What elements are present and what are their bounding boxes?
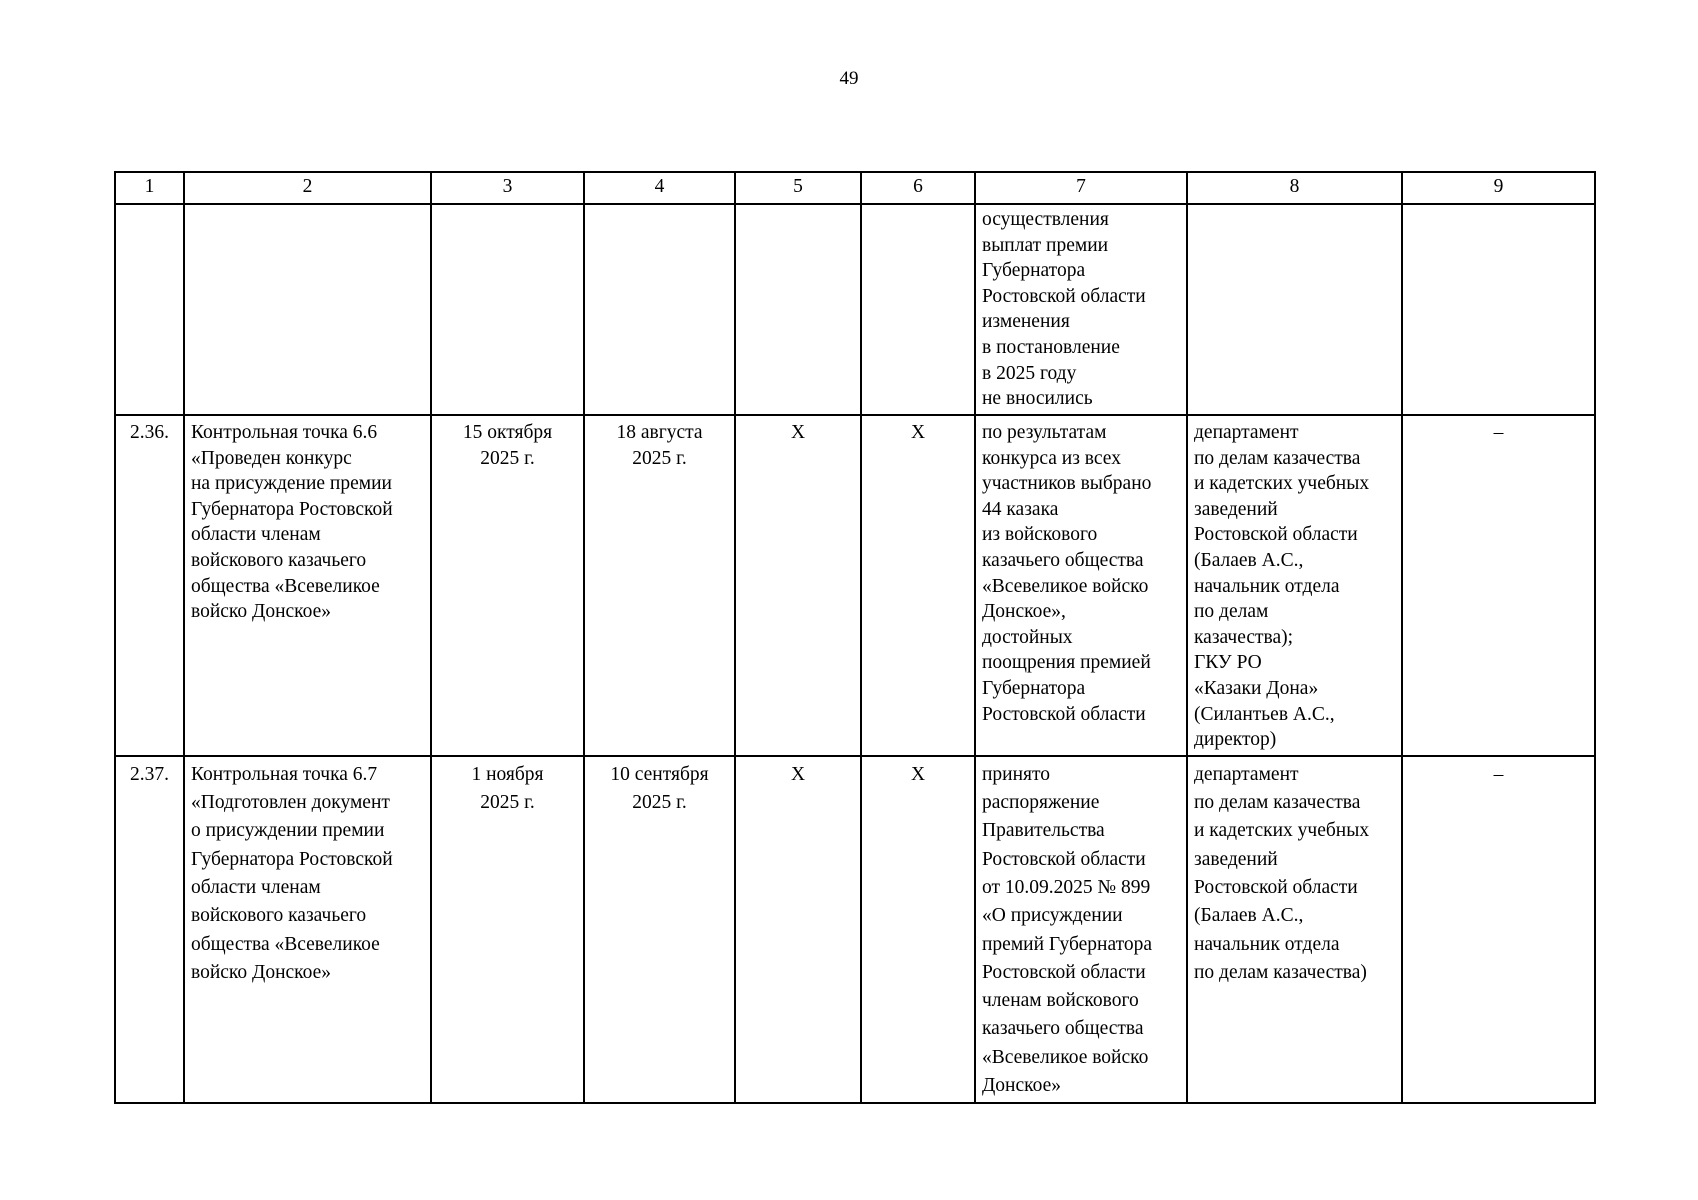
header-cell: 7 bbox=[975, 172, 1187, 204]
row-number: 2.37. bbox=[115, 756, 184, 1104]
row-date-plan: 15 октября 2025 г. bbox=[431, 415, 584, 756]
row-name bbox=[184, 204, 431, 415]
header-cell: 5 bbox=[735, 172, 861, 204]
row-col6 bbox=[861, 204, 975, 415]
table-row bbox=[115, 756, 1595, 1104]
header-cell: 9 bbox=[1402, 172, 1595, 204]
row-col6: X bbox=[861, 756, 975, 1104]
row-col9: – bbox=[1402, 415, 1595, 756]
row-number bbox=[115, 204, 184, 415]
header-cell: 2 bbox=[184, 172, 431, 204]
table-row bbox=[115, 204, 1595, 415]
row-result: осуществления выплат премии Губернатора Ростовской области изменения в постановление в 2025 году не вносились bbox=[975, 204, 1187, 415]
report-table bbox=[114, 171, 1596, 1104]
row-col5 bbox=[735, 204, 861, 415]
header-cell: 1 bbox=[115, 172, 184, 204]
row-responsible: департамент по делам казачества и кадетских учебных заведений Ростовской области (Балаев А.С., начальник отдела по делам казачества) bbox=[1187, 756, 1402, 1104]
header-row bbox=[115, 172, 1595, 204]
row-result: по результатам конкурса из всех участников выбрано 44 казака из войскового казачьего общества «Всевеликое войско Донское», достойных поощрения премией Губернатора Ростовской области bbox=[975, 415, 1187, 756]
header-cell: 8 bbox=[1187, 172, 1402, 204]
row-date-fact: 18 августа 2025 г. bbox=[584, 415, 735, 756]
row-name: Контрольная точка 6.7 «Подготовлен документ о присуждении премии Губернатора Ростовской области членам войскового казачьего общества «Всевеликое войско Донское» bbox=[184, 756, 431, 1104]
row-col6: X bbox=[861, 415, 975, 756]
row-responsible bbox=[1187, 204, 1402, 415]
header-cell: 4 bbox=[584, 172, 735, 204]
page-number: 49 bbox=[839, 68, 859, 89]
header-cell: 6 bbox=[861, 172, 975, 204]
row-date-fact bbox=[584, 204, 735, 415]
row-number: 2.36. bbox=[115, 415, 184, 756]
row-col5: X bbox=[735, 756, 861, 1104]
row-name: Контрольная точка 6.6 «Проведен конкурс на присуждение премии Губернатора Ростовской области членам войскового казачьего общества «Всевеликое войско Донское» bbox=[184, 415, 431, 756]
row-col5: X bbox=[735, 415, 861, 756]
row-col9 bbox=[1402, 204, 1595, 415]
row-date-fact: 10 сентября 2025 г. bbox=[584, 756, 735, 1104]
table-row bbox=[115, 415, 1595, 756]
row-responsible: департамент по делам казачества и кадетских учебных заведений Ростовской области (Балаев А.С., начальник отдела по делам казачества); ГКУ РО «Казаки Дона» (Силантьев А.С., директор) bbox=[1187, 415, 1402, 756]
header-cell: 3 bbox=[431, 172, 584, 204]
row-date-plan bbox=[431, 204, 584, 415]
row-col9: – bbox=[1402, 756, 1595, 1104]
row-date-plan: 1 ноября 2025 г. bbox=[431, 756, 584, 1104]
row-result: принято распоряжение Правительства Ростовской области от 10.09.2025 № 899 «О присуждении премий Губернатора Ростовской области членам войскового казачьего общества «Всевеликое войско Донское» bbox=[975, 756, 1187, 1104]
